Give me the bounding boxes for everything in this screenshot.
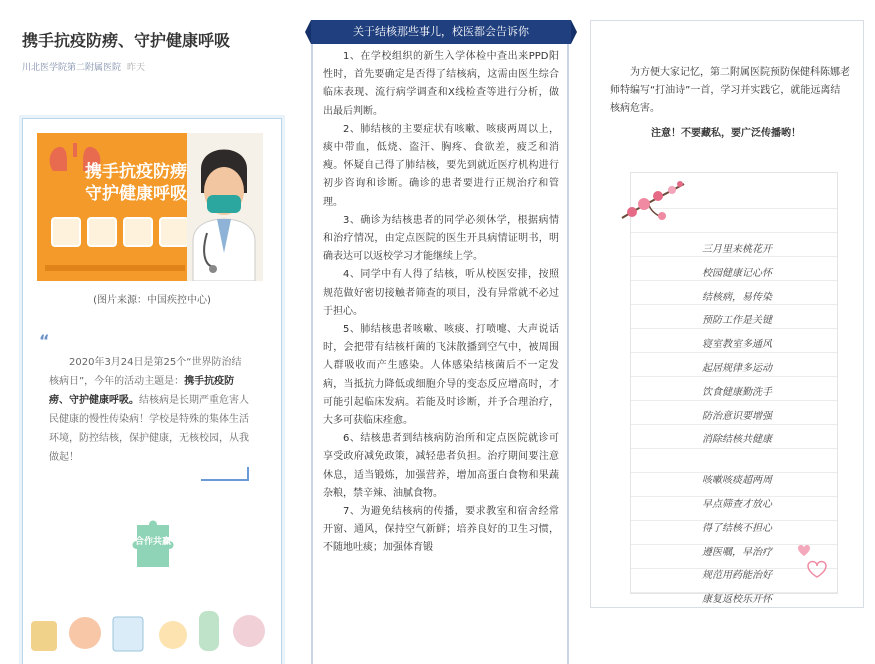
poster-line-2: 守护健康呼吸	[85, 184, 187, 204]
poem-line: 咳嗽咳痰超两周	[702, 475, 772, 487]
article-intro-text	[49, 353, 249, 467]
poem-line: 校园健康记心怀	[702, 267, 772, 279]
poem-line: 预防工作是关键	[702, 315, 772, 327]
poem-intro-text: 为方便大家记忆，第二附属医院预防保健科陈娜老师特编写“打油诗”一首，学习并实践它，就能远离结核病危害。	[610, 67, 850, 114]
poster-icon-row	[51, 217, 191, 245]
article-meta	[22, 60, 145, 73]
poster-tile-icon	[87, 217, 117, 247]
poem-line: 起居规律多运动	[702, 362, 772, 374]
poem-line: 遵医嘱，早治疗	[702, 546, 772, 558]
image-caption: (图片来源：中国疾控中心)	[93, 295, 211, 306]
doctor-illustration-icon	[187, 133, 263, 281]
poem-line: 寝室教室多通风	[702, 339, 772, 351]
faq-paragraph: 7、为避免结核病的传播，要求教室和宿舍经常开窗、通风，保持空气新鲜；培养良好的卫生习惯，不随地吐痰；加强体育锻	[323, 506, 559, 554]
stanza-gap	[682, 452, 792, 469]
faq-text	[323, 48, 559, 558]
poster-line-1: 携手抗疫防痨	[85, 162, 187, 182]
article-date: 昨天	[127, 63, 146, 73]
faq-paragraph: 5、肺结核患者咳嗽、咳痰、打喷嚏、大声说话时，会把带有结核杆菌的飞沫散播到空气中，被周围人群吸收而产生感染。人体感染结核菌后不一定发病，当抵抗力降低或细胞介导的变态反应增高时，才可能引起临床发病。若能及时诊断，并予合理治疗，大多可获临床痊愈。	[323, 324, 559, 427]
poem-line: 饮食健康勤洗手	[702, 386, 772, 398]
poem-line: 康复返校乐开怀	[702, 594, 772, 606]
article-panel-right	[590, 0, 875, 664]
share-alert: 注意！不要藏私，要广泛传播哟！	[651, 128, 801, 139]
poem-line: 规范用药能治好	[702, 570, 772, 582]
faq-paragraph: 2、肺结核的主要症状有咳嗽、咳痰两周以上，痰中带血，低烧、盗汗、胸疼、食欲差，疲乏和消瘦。怀疑自己得了肺结核，要先到就近医疗机构进行初步咨询和诊断。确诊的患者要进行正规治疗和管理。	[323, 123, 559, 208]
poem-line: 结核病，易传染	[702, 291, 772, 303]
poem-line: 三月里来桃花开	[702, 244, 772, 255]
faq-paragraph: 4、同学中有人得了结核，听从校医安排，按照规范做好密切接触者筛查的项目，没有异常就不必过于担心。	[323, 269, 559, 317]
badge-label: 合作共赢	[135, 537, 172, 547]
article-card	[22, 118, 282, 664]
quote-mark: “	[39, 331, 50, 350]
intro-text-part-2: 结核病是长期严重危害人民健康的慢性传染病！学校是特殊的集体生活环境，防控结核，保护健康，无核校园，从我做起！	[49, 395, 249, 463]
section-header: 关于结核那些事儿，校医都会告诉你	[311, 20, 571, 44]
intro-theme-bold: 携手抗疫防痨、守护健康呼吸。	[49, 376, 235, 406]
poster-image	[37, 133, 263, 281]
poster-tile-icon	[159, 217, 189, 247]
poster-footer-bar	[45, 265, 185, 271]
poem-line: 得了结核不担心	[702, 522, 772, 534]
poster-tile-icon	[51, 217, 81, 247]
poem-line: 早点筛查才放心	[702, 498, 772, 510]
article-panel-middle	[305, 0, 580, 664]
poem-line: 消除结核共健康	[702, 434, 772, 446]
faq-paragraph: 1、在学校组织的新生入学体检中查出来PPD阳性时，首先要确定是否得了结核病，这需由医生综合临床表现、流行病学调查和X线检查等进行分析，做出最后判断。	[323, 51, 559, 117]
faq-paragraph: 6、结核患者到结核病防治所和定点医院就诊可享受政府减免政策，减轻患者负担。治疗期间要注意休息，适当锻炼，加强营养，增加高蛋白食物和果蔬杂粮，禁辛辣、油腻食物。	[323, 433, 559, 499]
poster-tile-icon	[123, 217, 153, 247]
plum-blossom-icon	[618, 178, 688, 222]
corner-decoration	[201, 467, 249, 481]
intro-text-part-1: 2020年3月24日是第25个“世界防治结核病日”，今年的活动主题是：	[49, 357, 242, 387]
poem	[682, 238, 792, 612]
article-title: 携手抗疫防痨、守护健康呼吸	[22, 31, 231, 50]
article-panel-left	[0, 0, 300, 664]
hearts-icon	[790, 540, 830, 580]
poem-line: 防治意识要增强	[702, 410, 772, 422]
illustration-strip-icon	[23, 597, 281, 657]
article-source-link[interactable]: 川北医学院第二附属医院	[22, 63, 122, 73]
faq-paragraph: 3、确诊为结核患者的同学必须休学，根据病情和治疗情况，由定点医院的医生开具病情证明书，明确表达可以返校学习才能继续上学。	[323, 214, 559, 263]
